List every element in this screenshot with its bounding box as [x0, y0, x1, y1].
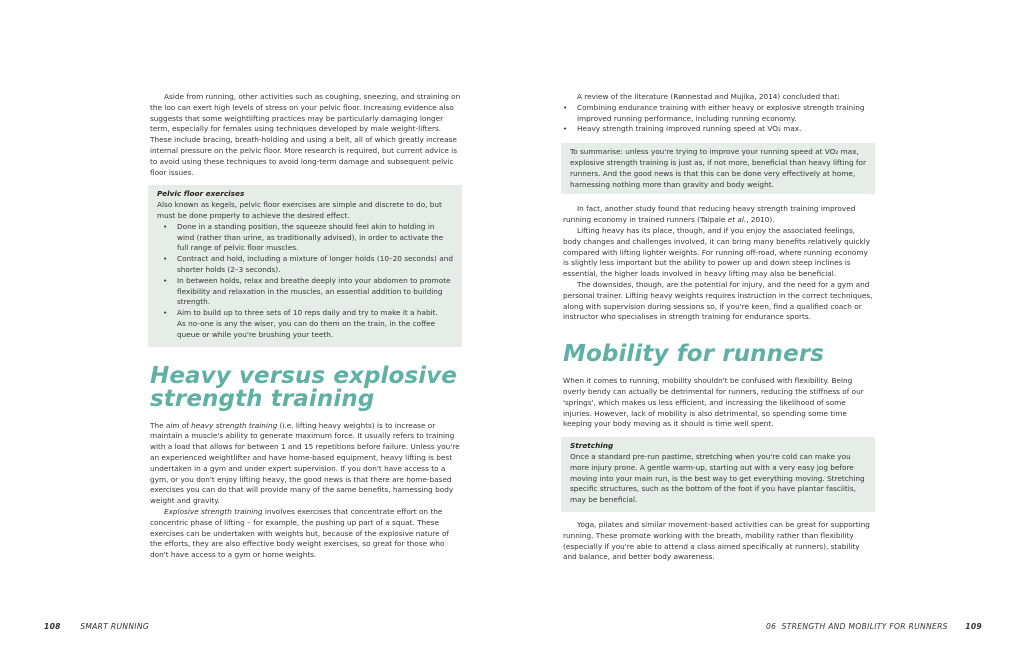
page-number: 109: [965, 622, 982, 631]
emphasis: Explosive strength training: [164, 506, 263, 516]
emphasis: heavy strength training: [191, 420, 278, 430]
list-item: • In between holds, relax and breathe deeply into your abdomen to promote flexibility and relaxation in the muscles, an essential addition to building strength.: [157, 276, 453, 308]
box-text: Once a standard pre-run pastime, stretching when you're cold can make you more injury prone. A gentle warm-up, starting out with a very easy jog before moving into your main run, is the best way to get everything moving. Stretching specific structures, such as the bottom of the foot if you have plantar fasciitis, may be beneficial.: [570, 451, 865, 505]
exercise-list: [157, 222, 453, 319]
list-item: • Aim to build up to three sets of 10 reps daily and try to make it a habit.: [157, 308, 453, 319]
heavy-strength-paragraph: [150, 421, 462, 507]
section-heading-strength: Heavy versus explosive strength training: [150, 362, 458, 412]
box-outro: As no-one is any the wiser, you can do them on the train, in the coffee queue or while you're brushing your teeth.: [177, 318, 436, 339]
summary-callout: [561, 143, 875, 194]
text-run: involves exercises that concentrate effort on the concentric phase of lifting – for example, the pushing up part of a squat. These exercises can be undertaken with weights but, because of the explosive nature of the efforts, they are also effective body weight exercises, so great for those who don't have access to a gym or home weights.: [150, 506, 449, 560]
list-item: • Contract and hold, including a mixture of longer holds (10–20 seconds) and shorter holds (2–3 seconds).: [157, 254, 453, 276]
mobility-paragraph: When it comes to running, mobility shouldn't be confused with flexibility. Being overly bendy can actually be detrimental for runners, reducing the stiffness of our 'springs', which makes us less efficient, and increasing the likelihood of some injuries. However, lack of mobility is also detrimental, so spending some time keeping your body moving as it should is time well spent.: [563, 376, 864, 429]
pelvic-floor-box: [148, 185, 462, 346]
list-item: • Done in a standing position, the squeeze should feel akin to holding in wind (rather than urine, as traditionally advised), in order to activate the full range of pelvic floor muscles.: [157, 222, 453, 254]
summary-text: To summarise: unless you're trying to improve your running speed at VO₂ max, explosive strength training is just as, if not more, beneficial than heavy lifting for runners. And the good news is that this can be done very effectively at home, harnessing nothing more than gravity and body weight.: [570, 147, 866, 189]
section-heading-mobility: Mobility for runners: [563, 341, 825, 368]
intro-paragraph: Aside from running, other activities such as coughing, sneezing, and straining on the loo can exert high levels of stress on your pelvic floor. Increasing evidence also suggests that some weightlifting practices may be particularly damaging longer term, especially for females using techniques developed by male weight-lifters. These include bracing, breath-holding and using a belt, all of which greatly increase internal pressure on the pelvic floor. More research is required, but current advice is to avoid using these techniques to avoid long-term damage and subsequent pelvic floor issues.: [150, 92, 461, 177]
right-footer: [766, 622, 982, 631]
box-intro: Also known as kegels, pelvic floor exercises are simple and discrete to do, but must be done properly to achieve the desired effect.: [157, 200, 442, 220]
box-title: Stretching: [570, 441, 614, 451]
text-run: (i.e. lifting heavy weights) is to increase or maintain a muscle's ability to generate maximum force. It usually refers to training with a load that allows for between 1 and 15 repetitions before failure. Unless you're an experienced weightlifter and have home-based equipment, heavy lifting is best undertaken in a gym and under expert supervision. If you don't have access to a gym, or you don't enjoy lifting heavy, the good news is that there are home-based exercises you can do that will provide many of the same benefits, harnessing body weight and gravity.: [150, 420, 460, 506]
list-item: • Heavy strength training improved running speed at VO₂ max.: [563, 124, 875, 135]
list-item: • Combining endurance training with either heavy or explosive strength training improved running performance, including running economy.: [563, 103, 875, 125]
downsides-paragraph: The downsides, though, are the potential for injury, and the need for a gym and personal trainer. Lifting heavy weights requires instruction in the correct techniques, along with supervision during sessions so, if you're keen, find a qualified coach or instructor who specialises in strength training for endurance sports.: [563, 279, 873, 322]
box-title: Pelvic floor exercises: [157, 189, 245, 199]
text-run: The aim of: [150, 420, 192, 430]
yoga-paragraph: Yoga, pilates and similar movement-based activities can be great for supporting running. These promote working with the breath, mobility rather than flexibility (especially if you're able to attend a class aimed specifically at runners), stability and balance, and better body awareness.: [563, 519, 870, 562]
stretching-box: [561, 437, 875, 512]
lifting-paragraph: Lifting heavy has its place, though, and if you enjoy the associated feelings, body changes and challenges involved, it can bring many benefits relatively quickly compared with lifting lighter weights. For running off-road, where running economy is slightly less important but the ability to power up and down steep inclines is essential, the higher loads involved in heavy lifting may also be beneficial.: [563, 225, 871, 279]
right-page-column: [563, 92, 875, 563]
explosive-strength-paragraph: [150, 507, 462, 561]
left-page-column: [150, 92, 462, 561]
page-number: 108: [44, 622, 61, 631]
left-footer: [44, 622, 149, 631]
review-paragraph: A review of the literature (Rønnestad and Mujika, 2014) concluded that:: [577, 92, 840, 101]
fact-paragraph: [563, 204, 875, 226]
emphasis: et al.: [727, 215, 747, 225]
text-run: In fact, another study found that reducing heavy strength training improved running economy in trained runners (Taipale: [563, 204, 856, 225]
text-run: , 2010).: [746, 215, 775, 225]
review-list: [563, 103, 875, 135]
running-title: SMART RUNNING: [80, 622, 149, 631]
chapter-title: 06 STRENGTH AND MOBILITY FOR RUNNERS: [765, 622, 948, 631]
